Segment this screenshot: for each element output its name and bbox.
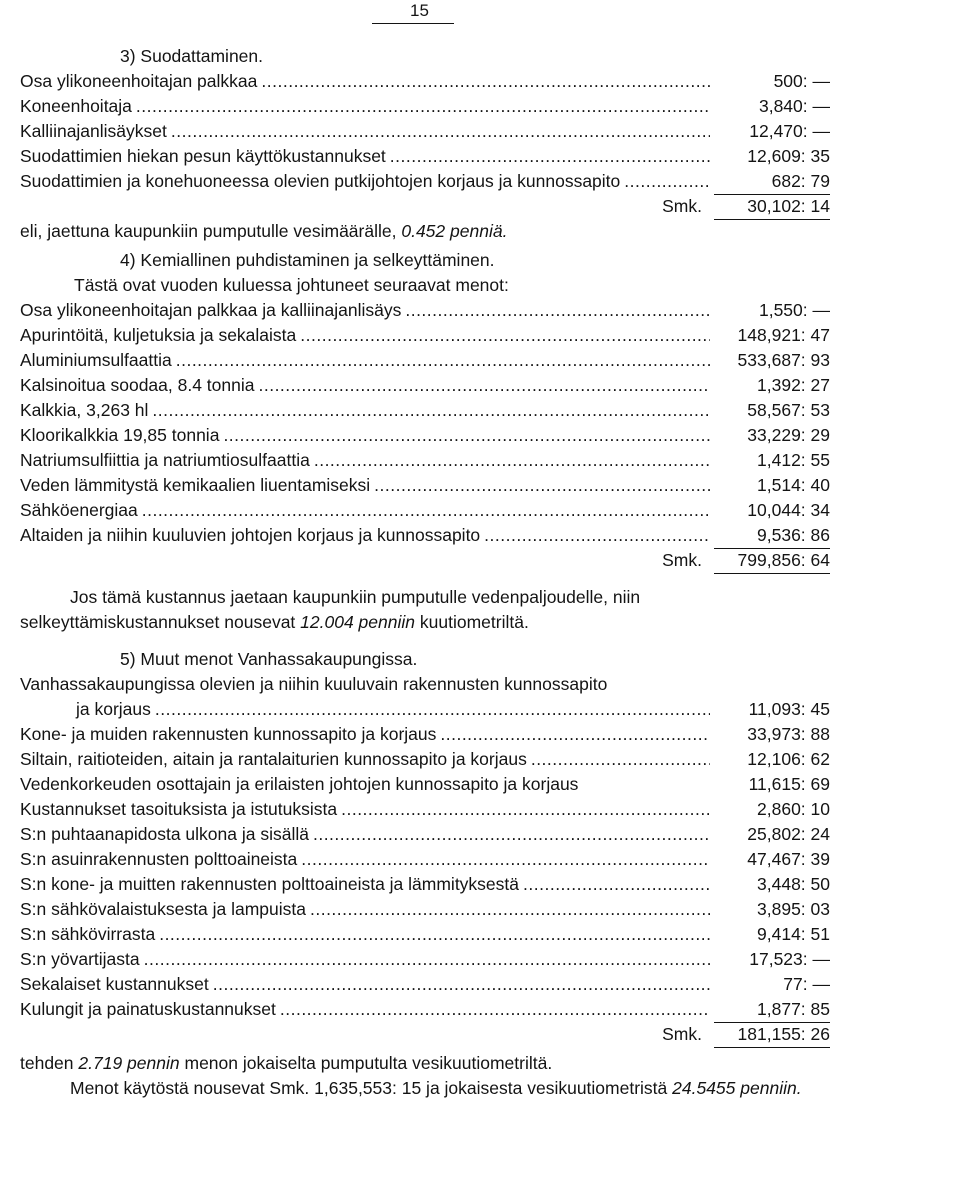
expense-amount: 500: — (773, 71, 830, 91)
expense-row (20, 872, 830, 897)
expense-row (20, 797, 830, 822)
expense-amount: 11,093: 45 (748, 699, 830, 719)
section-3-heading: 3) Suodattaminen. (120, 46, 264, 66)
dot-leader (155, 697, 710, 722)
expense-amount: 25,802: 24 (747, 824, 830, 844)
expense-row (20, 897, 830, 922)
dot-leader (313, 822, 710, 847)
expense-label: ja korjaus (76, 699, 151, 719)
dot-leader (310, 897, 710, 922)
dot-leader (314, 448, 710, 473)
section-5-note-1-value: 2.719 pennin (78, 1053, 180, 1073)
expense-amount: 12,106: 62 (747, 749, 830, 769)
expense-label: Veden lämmitystä kemikaalien liuentamiseksi (20, 475, 371, 495)
expense-amount: 3,895: 03 (757, 899, 830, 919)
expense-label: Sekalaiset kustannukset (20, 974, 209, 994)
dot-leader (280, 997, 710, 1022)
section-5-total-row (20, 1022, 830, 1047)
dot-leader (300, 323, 710, 348)
expense-amount: 12,470: — (749, 121, 830, 141)
expense-label: Osa ylikoneenhoitajan palkkaa ja kalliinajanlisäys (20, 300, 402, 320)
expense-amount: 2,860: 10 (757, 799, 830, 819)
section-4-total-amount: 799,856: 64 (714, 548, 830, 574)
section-4-note-value: 12.004 penniin (300, 612, 415, 632)
dot-leader (531, 747, 710, 772)
expense-label: Suodattimien ja konehuoneessa olevien putkijohtojen korjaus ja kunnossapito (20, 171, 621, 191)
expense-row (20, 69, 830, 94)
expense-label: Siltain, raitioteiden, aitain ja rantalaiturien kunnossapito ja korjaus (20, 749, 527, 769)
section-5-note-2: Menot käytöstä nousevat Smk. 1,635,553: 15 ja jokaisesta vesikuutiometristä 24.5455 penniin. (70, 1078, 802, 1098)
expense-amount: 9,536: 86 (714, 523, 830, 549)
expense-row (20, 348, 830, 373)
expense-amount: 58,567: 53 (747, 400, 830, 420)
expense-amount: 1,412: 55 (757, 450, 830, 470)
dot-leader (523, 872, 710, 897)
expense-label: S:n sähkövirrasta (20, 924, 156, 944)
expense-label: S:n asuinrakennusten polttoaineista (20, 849, 298, 869)
expense-amount: 17,523: — (749, 949, 830, 969)
section-4-heading: 4) Kemiallinen puhdistaminen ja selkeyttäminen. (120, 250, 495, 270)
expense-amount: 3,840: — (758, 96, 830, 116)
expense-row (20, 972, 830, 997)
section-5-note-1: tehden 2.719 pennin menon jokaiselta pumputulta vesikuutiometriltä. (20, 1053, 553, 1073)
dot-leader (484, 523, 710, 548)
expense-row (20, 323, 830, 348)
section-4-total-row (20, 548, 830, 573)
dot-leader (136, 94, 710, 119)
expense-row (20, 473, 830, 498)
section-3-total-amount: 30,102: 14 (714, 194, 830, 220)
expense-label: S:n sähkövalaistuksesta ja lampuista (20, 899, 306, 919)
dot-leader (624, 169, 710, 194)
expense-label: Apurintöitä, kuljetuksia ja sekalaista (20, 325, 297, 345)
section-4-items (20, 298, 830, 548)
expense-amount: 1,877: 85 (714, 997, 830, 1023)
section-5-total-amount: 181,155: 26 (714, 1022, 830, 1048)
expense-row (20, 523, 830, 548)
expense-row (20, 947, 830, 972)
expense-label: Suodattimien hiekan pesun käyttökustannukset (20, 146, 386, 166)
expense-amount: 533,687: 93 (737, 350, 830, 370)
section-5-heading: 5) Muut menot Vanhassakaupungissa. (120, 649, 418, 669)
expense-label: Kalsinoitua soodaa, 8.4 tonnia (20, 375, 255, 395)
section-5-first-line: Vanhassakaupungissa olevien ja niihin kuuluvain rakennusten kunnossapito (20, 674, 608, 694)
expense-amount: 148,921: 47 (737, 325, 830, 345)
section-5-total-label: Smk. (662, 1024, 702, 1044)
dot-leader (261, 69, 710, 94)
dot-leader (374, 473, 710, 498)
expense-label: Kalkkia, 3,263 hl (20, 400, 149, 420)
expense-row (20, 697, 830, 722)
dot-leader (223, 423, 710, 448)
expense-row (20, 997, 830, 1022)
expense-label: Natriumsulfiittia ja natriumtiosulfaattia (20, 450, 310, 470)
expense-amount: 1,550: — (758, 300, 830, 320)
section-3-note (20, 219, 830, 244)
expense-label: Kloorikalkkia 19,85 tonnia (20, 425, 220, 445)
section-4-note-suffix: kuutiometriltä. (419, 612, 529, 632)
expense-amount: 9,414: 51 (757, 924, 830, 944)
expense-amount: 1,392: 27 (757, 375, 830, 395)
expense-amount: 11,615: 69 (748, 774, 830, 794)
expense-row (20, 448, 830, 473)
dot-leader (144, 947, 710, 972)
expense-row (20, 423, 830, 448)
expense-row (20, 922, 830, 947)
dot-leader (213, 972, 710, 997)
expense-label: Aluminiumsulfaattia (20, 350, 172, 370)
expense-row (20, 373, 830, 398)
dot-leader (258, 373, 710, 398)
expense-label: S:n kone- ja muitten rakennusten polttoaineista ja lämmityksestä (20, 874, 520, 894)
expense-amount: 682: 79 (714, 169, 830, 195)
section-4-intro: Tästä ovat vuoden kuluessa johtuneet seuraavat menot: (74, 275, 509, 295)
expense-row (20, 144, 830, 169)
expense-row (20, 169, 830, 194)
expense-label: Koneenhoitaja (20, 96, 132, 116)
section-4-note (20, 585, 830, 635)
expense-label: Altaiden ja niihin kuuluvien johtojen korjaus ja kunnossapito (20, 525, 481, 545)
dot-leader (390, 144, 710, 169)
expense-row (20, 772, 830, 797)
dot-leader (341, 797, 710, 822)
expense-amount: 3,448: 50 (757, 874, 830, 894)
expense-label: Kalliinajanlisäykset (20, 121, 167, 141)
page-number: 15 (410, 1, 429, 20)
expense-row (20, 398, 830, 423)
expense-amount: 1,514: 40 (757, 475, 830, 495)
expense-label: S:n yövartijasta (20, 949, 140, 969)
expense-row (20, 94, 830, 119)
dot-leader (159, 922, 710, 947)
expense-row (20, 722, 830, 747)
expense-row (20, 747, 830, 772)
expense-row (20, 822, 830, 847)
expense-label: Sähköenergiaa (20, 500, 138, 520)
dot-leader (171, 119, 710, 144)
expense-row (20, 119, 830, 144)
expense-amount: 12,609: 35 (747, 146, 830, 166)
document-body (20, 44, 830, 1101)
section-3-total-row (20, 194, 830, 219)
page-number-rule (372, 23, 454, 24)
expense-label: Osa ylikoneenhoitajan palkkaa (20, 71, 258, 91)
dot-leader (301, 847, 710, 872)
section-3-note-value: 0.452 penniä. (401, 221, 508, 241)
dot-leader (440, 722, 710, 747)
expense-row (20, 847, 830, 872)
section-3-note-text: eli, jaettuna kaupunkiin pumputulle vesimäärälle, (20, 221, 397, 241)
section-3-items (20, 69, 830, 194)
expense-amount: 77: — (783, 974, 830, 994)
expense-label: Vedenkorkeuden osottajain ja erilaisten johtojen kunnossapito ja korjaus (20, 774, 579, 794)
expense-amount: 47,467: 39 (747, 849, 830, 869)
expense-amount: 33,973: 88 (747, 724, 830, 744)
dot-leader (405, 298, 710, 323)
expense-label: Kone- ja muiden rakennusten kunnossapito ja korjaus (20, 724, 437, 744)
dot-leader (142, 498, 710, 523)
expense-amount: 33,229: 29 (747, 425, 830, 445)
expense-row (20, 298, 830, 323)
expense-label: Kulungit ja painatuskustannukset (20, 999, 276, 1019)
section-4-note-text: Jos tämä kustannus jaetaan kaupunkiin pumputulle vedenpaljoudelle, niin selkeyttämiskustannukset nousevat (20, 587, 641, 632)
section-3-total-label: Smk. (662, 196, 702, 216)
expense-amount: 10,044: 34 (747, 500, 830, 520)
section-5-items (20, 697, 830, 1022)
expense-label: S:n puhtaanapidosta ulkona ja sisällä (20, 824, 309, 844)
section-4-total-label: Smk. (662, 550, 702, 570)
dot-leader (152, 398, 710, 423)
expense-label: Kustannukset tasoituksista ja istutuksista (20, 799, 338, 819)
expense-row (20, 498, 830, 523)
section-5-note-2-value: 24.5455 penniin. (672, 1078, 802, 1098)
dot-leader (176, 348, 710, 373)
